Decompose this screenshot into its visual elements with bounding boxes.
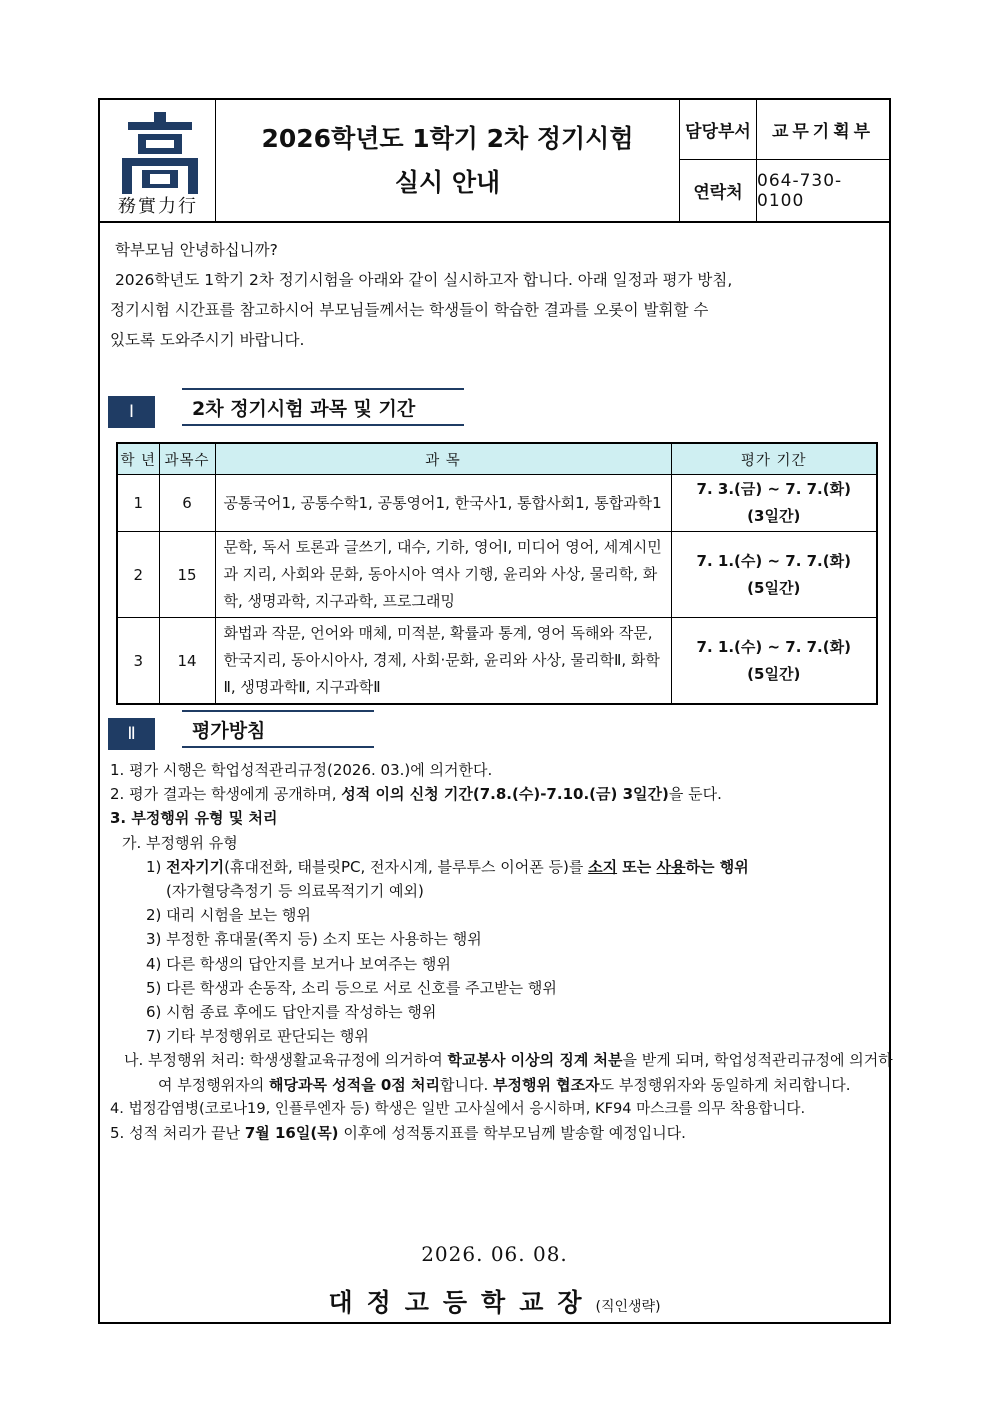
section-2-heading	[108, 710, 378, 750]
subjects-cell: 문학, 독서 토론과 글쓰기, 대수, 기하, 영어Ⅰ, 미디어 영어, 세계시민과 지리, 사회와 문화, 동아시아 역사 기행, 윤리와 사상, 물리학, 화학, 생명과학, 지구과학, 프로그래밍	[215, 532, 671, 618]
misconduct-item-2: 2) 대리 시험을 보는 행위	[146, 906, 311, 925]
misconduct-item-1: 1) 전자기기(휴대전화, 태블릿PC, 전자시계, 블루투스 이어폰 등)를 소지 또는 사용하는 행위	[146, 857, 749, 876]
misconduct-item-5: 5) 다른 학생과 손동작, 소리 등으로 서로 신호를 주고받는 행위	[146, 978, 557, 997]
dept-value: 교무기획부	[757, 100, 889, 160]
section-2-title: 평가방침	[182, 710, 374, 748]
document-date: 2026. 06. 08.	[421, 1242, 568, 1266]
period-days: (3일간)	[747, 507, 801, 525]
title-line-1: 2026학년도 1학기 2차 정기시험	[261, 123, 634, 153]
period-cell	[671, 532, 877, 618]
seal-note: (직인생략)	[595, 1299, 661, 1315]
period-days: (5일간)	[747, 664, 801, 683]
subjects-cell: 공통국어1, 공통수학1, 공통영어1, 한국사1, 통합사회1, 통합과학1	[215, 475, 671, 532]
intro-greeting: 학부모님 안녕하십니까?	[114, 241, 278, 259]
period-cell	[671, 618, 877, 705]
table-header-row	[117, 443, 877, 475]
document-title	[216, 100, 680, 221]
logo-motto: 務實力行	[118, 196, 198, 217]
grade-cell: 3	[117, 618, 159, 705]
section-1-heading	[108, 388, 468, 428]
intro-line-2: 정기시험 시간표를 참고하시어 부모님들께서는 학생들이 학습한 결과를 오롯이 발휘할 수	[110, 301, 709, 319]
contact-value: 064-730-0100	[757, 170, 843, 211]
misconduct-item-6: 6) 시험 종료 후에도 답안지를 작성하는 행위	[146, 1003, 437, 1022]
policy-item-2: 2. 평가 결과는 학생에게 공개하며, 성적 이의 신청 기간(7.8.(수)-7.10.(금) 3일간)을 둔다.	[110, 785, 722, 804]
intro-text	[110, 235, 870, 355]
count-cell: 6	[159, 475, 215, 532]
policy-item-3: 3. 부정행위 유형 및 처리	[110, 809, 278, 828]
section-2-badge: Ⅱ	[108, 718, 155, 750]
col-header-grade: 학 년	[117, 443, 159, 475]
misconduct-types-heading: 가. 부정행위 유형	[122, 833, 238, 852]
evaluation-policy	[110, 758, 893, 1145]
header	[100, 100, 889, 223]
school-logo	[100, 100, 216, 221]
period-dates: 7. 1.(수) ~ 7. 7.(화)	[696, 637, 851, 656]
col-header-period: 평가 기간	[671, 443, 877, 475]
grade-cell: 2	[117, 532, 159, 618]
table-row	[117, 618, 877, 705]
period-days: (5일간)	[747, 578, 801, 597]
contact-label: 연락처	[680, 160, 757, 221]
col-header-subjects: 과 목	[215, 443, 671, 475]
policy-item-1: 1. 평가 시행은 학업성적관리규정(2026. 03.)에 의거한다.	[110, 761, 493, 779]
contact-box	[680, 100, 889, 221]
misconduct-handling: 나. 부정행위 처리: 학생생활교육규정에 의거하여 학교봉사 이상의 징계 처분을 받게 되며, 학업성적관리규정에 의거하여 부정행위자의 해당과목 성적을 0점 처리합니다. 부정행위 협조자도 부정행위자와 동일하게 처리합니다.	[124, 1051, 893, 1094]
count-cell: 15	[159, 532, 215, 618]
document-frame	[98, 98, 891, 1324]
policy-item-4: 4. 법정감염병(코로나19, 인플루엔자 등) 학생은 일반 고사실에서 응시하며, KF94 마스크를 의무 착용합니다.	[110, 1099, 806, 1117]
dept-label: 담당부서	[680, 100, 757, 160]
intro-line-3: 있도록 도와주시기 바랍니다.	[110, 331, 305, 349]
section-1-title: 2차 정기시험 과목 및 기간	[182, 388, 464, 426]
period-dates: 7. 1.(수) ~ 7. 7.(화)	[696, 551, 851, 570]
period-cell	[671, 475, 877, 532]
misconduct-item-4: 4) 다른 학생의 답안지를 보거나 보여주는 행위	[146, 954, 451, 973]
subjects-cell: 화법과 작문, 언어와 매체, 미적분, 확률과 통계, 영어 독해와 작문, 한국지리, 동아시아사, 경제, 사회·문화, 윤리와 사상, 물리학Ⅱ, 화학Ⅱ, 생명과학Ⅱ, 지구과학Ⅱ	[215, 618, 671, 705]
table-row	[117, 532, 877, 618]
col-header-count: 과목수	[159, 443, 215, 475]
school-emblem-icon	[120, 112, 200, 196]
section-1-badge: Ⅰ	[108, 396, 155, 428]
grade-cell: 1	[117, 475, 159, 532]
signature-line	[100, 1283, 889, 1319]
intro-line-1: 2026학년도 1학기 2차 정기시험을 아래와 같이 실시하고자 합니다. 아래 일정과 평가 방침,	[114, 271, 733, 289]
misconduct-item-3: 3) 부정한 휴대물(쪽지 등) 소지 또는 사용하는 행위	[146, 930, 482, 949]
misconduct-item-1-note: (자가혈당측정기 등 의료목적기기 예외)	[166, 882, 424, 901]
misconduct-item-7: 7) 기타 부정행위로 판단되는 행위	[146, 1027, 369, 1046]
exam-schedule-table	[116, 442, 878, 705]
signer-name: 대정고등학교장	[328, 1288, 596, 1317]
table-row	[117, 475, 877, 532]
count-cell: 14	[159, 618, 215, 705]
period-dates: 7. 3.(금) ~ 7. 7.(화)	[696, 480, 851, 498]
policy-item-5: 5. 성적 처리가 끝난 7월 16일(목) 이후에 성적통지표를 학부모님께 발송할 예정입니다.	[110, 1124, 686, 1143]
title-line-2: 실시 안내	[394, 167, 501, 197]
